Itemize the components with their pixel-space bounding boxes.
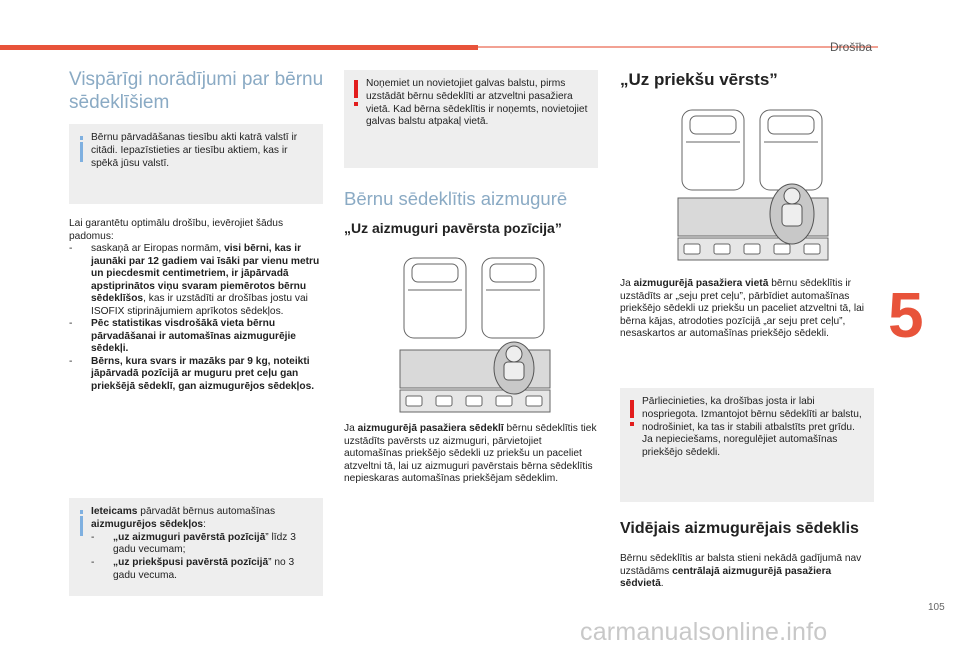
list-item: - Bērns, kura svars ir mazāks par 9 kg, noteikti jāpārvadā pozīcijā ar muguru pret ceļu gan priekšējā sēdeklī, gan aizmugurējos sēdekļos. [69, 355, 315, 392]
header-accent-line [478, 46, 878, 48]
info-icon [78, 510, 85, 536]
center-seat-text: Bērnu sēdeklītis ar balsta stieni nekādā gadījumā nav uzstādāms centrālajā aizmugurējā pasažiera sēdvietā. [620, 553, 862, 589]
watermark: carmanualsonline.info [580, 618, 828, 646]
safety-advice [69, 218, 325, 393]
list-item: - „uz priekšpusi pavērstā pozīcijā” no 3 gadu vecuma. [91, 557, 295, 581]
rear-facing-seat-illustration [398, 250, 554, 416]
warning-icon [628, 400, 636, 428]
header-accent-bar [0, 45, 478, 50]
subsection-title: „Uz aizmuguri pavērsta pozīcija” [344, 220, 562, 236]
info-icon [78, 136, 85, 162]
warning-box-belt [620, 388, 874, 502]
warning-box-headrest [344, 70, 598, 168]
warning-text: Noņemiet un novietojiet galvas balstu, pirms uzstādāt bērnu sēdeklīti ar atzveltni pasažiera vietā. Kad bērna sēdeklītis ir noņemts, novietojiet galvas balstu atpakaļ vietā. [366, 78, 588, 128]
warning-text: Pārliecinieties, ka drošības josta ir labi nospriegota. Izmantojot bērnu sēdeklīti ar balstu, nodrošiniet, ka tas ir stabili atbalstīts pret grīdu. Ja nepieciešams, noregulējiet automašīnas priekšējo sēdekli. [642, 396, 862, 459]
chapter-label: Drošība [830, 40, 873, 54]
info-box-laws [69, 124, 323, 204]
warning-icon [352, 80, 360, 108]
page-title: Vispārīgi norādījumi par bērnu sēdeklīšiem [69, 69, 324, 113]
page-number: 105 [928, 602, 945, 613]
advice-intro: Lai garantētu optimālu drošību, ievērojiet šādus padomus: [69, 218, 284, 242]
forward-facing-text: Ja aizmugurējā pasažiera vietā bērnu sēdeklītis ir uzstādīts ar „seju pret ceļu”, pārbīdiet automašīnas priekšējo sēdekli uz priekšu un paceliet atzveltni tā, lai bērna kājas, atrodoties pozīcijā „ar seju pret ceļu”, nesaskartos ar automašīnas priekšējo sēdekli. [620, 278, 865, 339]
list-item: - saskaņā ar Eiropas normām, visi bērni, kas ir jaunāki par 12 gadiem vai īsāki par vienu metru un piecdesmit centimetriem, ir jāpārvadā apstiprinātos viņu svaram piemērotos bērnu sēdeklīšos, kas ir uzstādīti ar drošības jostu vai ISOFIX stiprinājumiem aprīkotos sēdekļos. [69, 243, 320, 317]
forward-facing-seat-illustration [676, 102, 832, 268]
info-box-recommend: Ieteicams pārvadāt bērnus automašīnas aizmugurējos sēdekļos: - „uz aizmuguri pavērstā pozīcijā” līdz 3 gadu vecumam; - „uz priekšpusi pavērstā pozīcijā” no 3 gadu vecuma. [69, 498, 323, 596]
section-title: Bērnu sēdeklītis aizmugurē [344, 188, 568, 209]
info-text: Bērnu pārvadāšanas tiesību akti katrā valstī ir citādi. Iepazīstieties ar tiesību aktiem, kas ir spēkā jūsu valstī. [91, 132, 298, 169]
subsection-title: „Uz priekšu vērsts” [620, 70, 778, 89]
list-item: - Pēc statistikas visdrošākā vieta bērnu pārvadāšanai ir automašīnas aizmugurējie sēdekļi. [69, 318, 296, 354]
rear-facing-text: Ja aizmugurējā pasažiera sēdeklī bērnu sēdeklītis tiek uzstādīts pavērsts uz aizmuguri, pārvietojiet automašīnas priekšējo sēdekli uz priekšu un paceliet atzveltni tā, lai uz aizmuguri pavērstais bērna sēdeklītis nepieskaras automašīnas priekšējam sēdeklim. [344, 423, 597, 484]
chapter-number: 5 [888, 279, 924, 351]
subsection-title: Vidējais aizmugurējais sēdeklis [620, 520, 859, 537]
list-item: - „uz aizmuguri pavērstā pozīcijā” līdz 3 gadu vecumam; [91, 531, 296, 556]
